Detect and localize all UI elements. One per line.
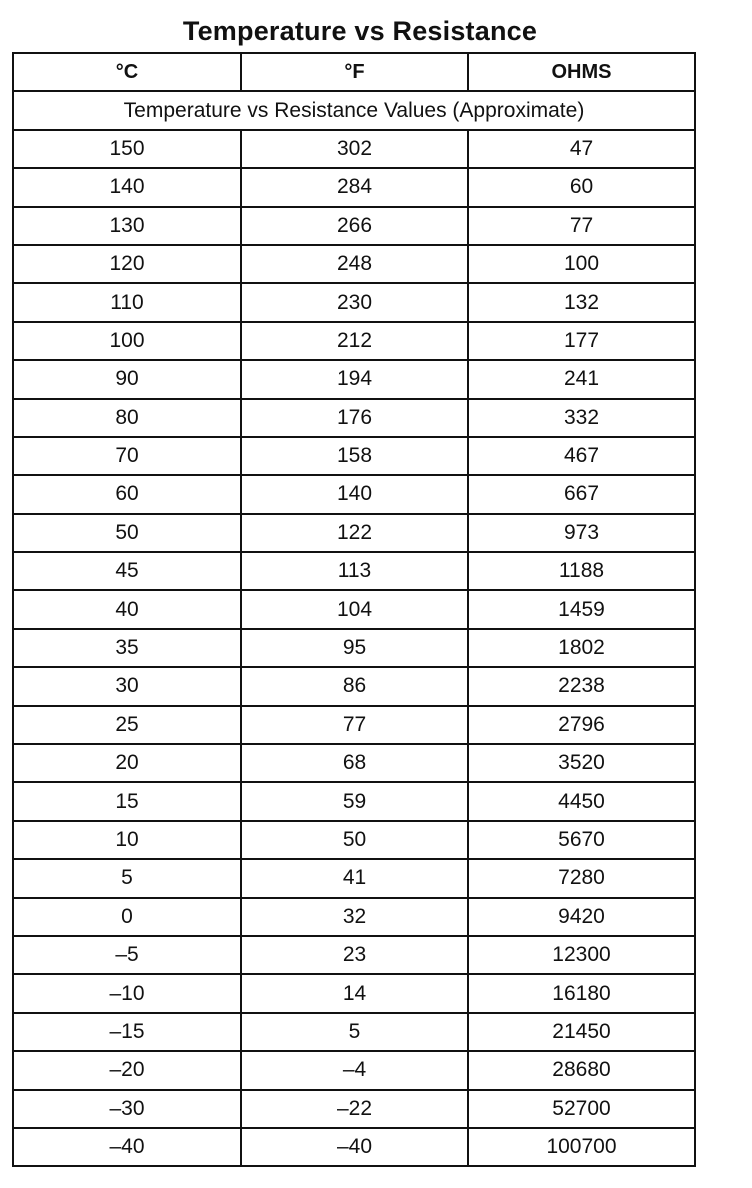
fahrenheit-cell: 32: [241, 898, 468, 936]
table-row: [13, 590, 695, 628]
celsius-cell: 100: [13, 322, 241, 360]
fahrenheit-cell: 230: [241, 283, 468, 321]
ohms-cell: 21450: [468, 1013, 695, 1051]
ohms-cell: 100700: [468, 1128, 695, 1166]
celsius-cell: 120: [13, 245, 241, 283]
celsius-cell: –20: [13, 1051, 241, 1089]
fahrenheit-cell: –4: [241, 1051, 468, 1089]
table-row: [13, 360, 695, 398]
celsius-cell: 70: [13, 437, 241, 475]
column-header-fahrenheit: °F: [241, 53, 468, 91]
ohms-cell: 1802: [468, 629, 695, 667]
ohms-cell: 47: [468, 130, 695, 168]
table-row: [13, 245, 695, 283]
ohms-cell: 2796: [468, 706, 695, 744]
ohms-cell: 77: [468, 207, 695, 245]
table-row: [13, 1051, 695, 1089]
fahrenheit-cell: 59: [241, 782, 468, 820]
table-row: [13, 475, 695, 513]
table-row: [13, 207, 695, 245]
fahrenheit-cell: 86: [241, 667, 468, 705]
page-title: Temperature vs Resistance: [182, 16, 538, 46]
fahrenheit-cell: 284: [241, 168, 468, 206]
celsius-cell: 110: [13, 283, 241, 321]
fahrenheit-cell: 194: [241, 360, 468, 398]
celsius-cell: 45: [13, 552, 241, 590]
table-row: [13, 168, 695, 206]
fahrenheit-cell: 23: [241, 936, 468, 974]
ohms-cell: 100: [468, 245, 695, 283]
ohms-cell: 2238: [468, 667, 695, 705]
table-row: [13, 706, 695, 744]
celsius-cell: 140: [13, 168, 241, 206]
celsius-cell: 15: [13, 782, 241, 820]
ohms-cell: 12300: [468, 936, 695, 974]
fahrenheit-cell: 176: [241, 399, 468, 437]
table-row: [13, 322, 695, 360]
celsius-cell: –5: [13, 936, 241, 974]
fahrenheit-cell: 77: [241, 706, 468, 744]
ohms-cell: 3520: [468, 744, 695, 782]
celsius-cell: 60: [13, 475, 241, 513]
fahrenheit-cell: 122: [241, 514, 468, 552]
celsius-cell: –10: [13, 974, 241, 1012]
fahrenheit-cell: 212: [241, 322, 468, 360]
fahrenheit-cell: 158: [241, 437, 468, 475]
ohms-cell: 1459: [468, 590, 695, 628]
ohms-cell: 16180: [468, 974, 695, 1012]
table-row: [13, 283, 695, 321]
table-row: [13, 437, 695, 475]
ohms-cell: 332: [468, 399, 695, 437]
fahrenheit-cell: 95: [241, 629, 468, 667]
ohms-cell: 9420: [468, 898, 695, 936]
table-row: [13, 936, 695, 974]
fahrenheit-cell: 68: [241, 744, 468, 782]
table-row: [13, 898, 695, 936]
ohms-cell: 241: [468, 360, 695, 398]
celsius-cell: –15: [13, 1013, 241, 1051]
ohms-cell: 60: [468, 168, 695, 206]
table-row: [13, 399, 695, 437]
ohms-cell: 7280: [468, 859, 695, 897]
celsius-cell: 150: [13, 130, 241, 168]
ohms-cell: 52700: [468, 1090, 695, 1128]
ohms-cell: 973: [468, 514, 695, 552]
fahrenheit-cell: –40: [241, 1128, 468, 1166]
subheader-row: [13, 91, 695, 129]
table-row: [13, 130, 695, 168]
fahrenheit-cell: 113: [241, 552, 468, 590]
table-row: [13, 629, 695, 667]
celsius-cell: 20: [13, 744, 241, 782]
ohms-cell: 5670: [468, 821, 695, 859]
celsius-cell: 30: [13, 667, 241, 705]
fahrenheit-cell: 41: [241, 859, 468, 897]
ohms-cell: 177: [468, 322, 695, 360]
table-row: [13, 744, 695, 782]
ohms-cell: 4450: [468, 782, 695, 820]
ohms-cell: 132: [468, 283, 695, 321]
column-header-ohms: OHMS: [468, 53, 695, 91]
table-row: [13, 667, 695, 705]
fahrenheit-cell: 14: [241, 974, 468, 1012]
table-row: [13, 552, 695, 590]
table-row: [13, 514, 695, 552]
column-header-celsius: °C: [13, 53, 241, 91]
celsius-cell: 25: [13, 706, 241, 744]
fahrenheit-cell: 302: [241, 130, 468, 168]
celsius-cell: 90: [13, 360, 241, 398]
fahrenheit-cell: 140: [241, 475, 468, 513]
celsius-cell: 35: [13, 629, 241, 667]
table-row: [13, 974, 695, 1012]
fahrenheit-cell: 50: [241, 821, 468, 859]
celsius-cell: 80: [13, 399, 241, 437]
table-row: [13, 1090, 695, 1128]
table-subheader: Temperature vs Resistance Values (Approximate): [13, 91, 695, 129]
celsius-cell: 5: [13, 859, 241, 897]
fahrenheit-cell: 266: [241, 207, 468, 245]
table-row: [13, 1013, 695, 1051]
celsius-cell: 50: [13, 514, 241, 552]
column-header-row: [13, 53, 695, 91]
fahrenheit-cell: 248: [241, 245, 468, 283]
celsius-cell: 10: [13, 821, 241, 859]
table-row: [13, 859, 695, 897]
ohms-cell: 28680: [468, 1051, 695, 1089]
celsius-cell: –40: [13, 1128, 241, 1166]
table-row: [13, 782, 695, 820]
fahrenheit-cell: –22: [241, 1090, 468, 1128]
celsius-cell: 130: [13, 207, 241, 245]
fahrenheit-cell: 104: [241, 590, 468, 628]
celsius-cell: –30: [13, 1090, 241, 1128]
fahrenheit-cell: 5: [241, 1013, 468, 1051]
table-row: [13, 821, 695, 859]
ohms-cell: 1188: [468, 552, 695, 590]
ohms-cell: 467: [468, 437, 695, 475]
ohms-cell: 667: [468, 475, 695, 513]
celsius-cell: 0: [13, 898, 241, 936]
temperature-resistance-table: [12, 52, 696, 1167]
table-row: [13, 1128, 695, 1166]
celsius-cell: 40: [13, 590, 241, 628]
